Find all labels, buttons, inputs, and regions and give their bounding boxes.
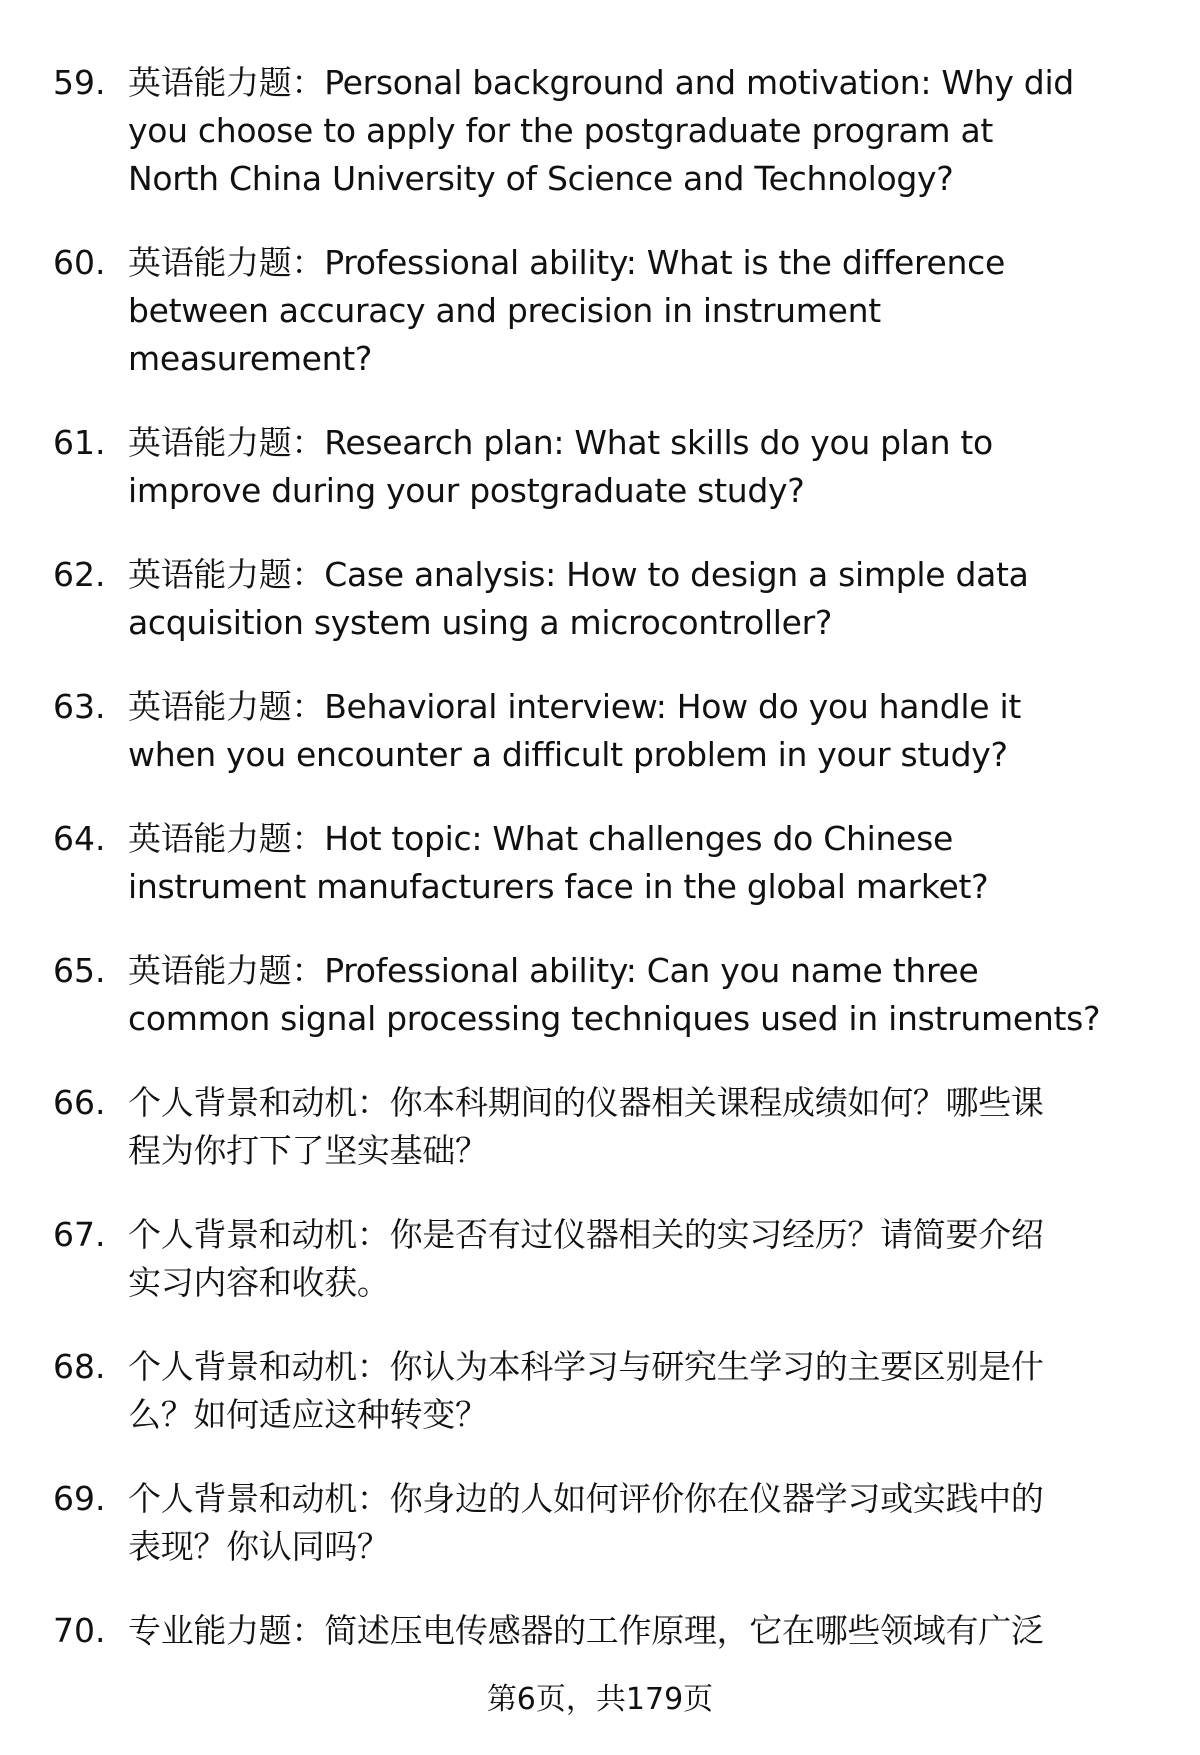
question-number: 70.: [53, 1611, 106, 1650]
question-text: [128, 683, 1173, 779]
question-text: [128, 419, 1173, 515]
question-text: [128, 1343, 1173, 1439]
question-line: 么？如何适应这种转变？: [128, 1395, 488, 1434]
question-line: 专业能力题：简述压电传感器的工作原理，它在哪些领域有广泛: [128, 1611, 1044, 1650]
question-line: measurement?: [128, 339, 373, 378]
question-line: 英语能力题：Behavioral interview: How do you handle it: [128, 687, 1022, 726]
question-item: [53, 1079, 1173, 1175]
question-number: 59.: [53, 63, 106, 102]
question-line: 英语能力题：Research plan: What skills do you plan to: [128, 423, 993, 462]
question-line: 英语能力题：Case analysis: How to design a simple data: [128, 555, 1029, 594]
question-list: [53, 59, 1173, 1691]
question-text: [128, 815, 1173, 911]
question-line: improve during your postgraduate study?: [128, 471, 805, 510]
question-line: when you encounter a difficult problem in your study?: [128, 735, 1008, 774]
question-item: [53, 1475, 1173, 1571]
question-line: 英语能力题：Hot topic: What challenges do Chinese: [128, 819, 953, 858]
question-number: 65.: [53, 951, 106, 990]
question-line: 个人背景和动机：你本科期间的仪器相关课程成绩如何？哪些课: [128, 1083, 1044, 1122]
question-text: [128, 1211, 1173, 1307]
question-line: you choose to apply for the postgraduate program at: [128, 111, 994, 150]
question-line: 个人背景和动机：你认为本科学习与研究生学习的主要区别是什: [128, 1347, 1044, 1386]
question-line: 个人背景和动机：你身边的人如何评价你在仪器学习或实践中的: [128, 1479, 1044, 1518]
question-number: 68.: [53, 1347, 106, 1386]
question-text: [128, 551, 1173, 647]
question-item: [53, 419, 1173, 515]
question-line: acquisition system using a microcontroller?: [128, 603, 833, 642]
question-item: [53, 551, 1173, 647]
question-number: 63.: [53, 687, 106, 726]
question-number: 62.: [53, 555, 106, 594]
question-line: 表现？你认同吗？: [128, 1527, 390, 1566]
question-line: between accuracy and precision in instrument: [128, 291, 881, 330]
question-line: 英语能力题：Personal background and motivation: Why did: [128, 63, 1074, 102]
question-number: 61.: [53, 423, 106, 462]
question-text: [128, 1607, 1173, 1655]
question-item: [53, 947, 1173, 1043]
question-number: 64.: [53, 819, 106, 858]
question-line: North China University of Science and Technology?: [128, 159, 954, 198]
question-item: [53, 1211, 1173, 1307]
page-footer: 第6页，共179页: [486, 1682, 714, 1717]
question-line: common signal processing techniques used in instruments?: [128, 999, 1101, 1038]
question-number: 60.: [53, 243, 106, 282]
question-item: [53, 59, 1173, 203]
question-line: 英语能力题：Professional ability: What is the difference: [128, 243, 1006, 282]
question-text: [128, 1079, 1173, 1175]
question-text: [128, 1475, 1173, 1571]
question-item: [53, 1343, 1173, 1439]
question-number: 69.: [53, 1479, 106, 1518]
question-line: 个人背景和动机：你是否有过仪器相关的实习经历？请简要介绍: [128, 1215, 1044, 1254]
question-line: 实习内容和收获。: [128, 1263, 390, 1302]
question-line: 英语能力题：Professional ability: Can you name three: [128, 951, 979, 990]
question-text: [128, 59, 1173, 203]
question-line: 程为你打下了坚实基础？: [128, 1131, 488, 1170]
question-text: [128, 239, 1173, 383]
question-number: 67.: [53, 1215, 106, 1254]
question-item: [53, 1607, 1173, 1655]
question-item: [53, 239, 1173, 383]
question-number: 66.: [53, 1083, 106, 1122]
question-item: [53, 683, 1173, 779]
question-item: [53, 815, 1173, 911]
question-line: instrument manufacturers face in the global market?: [128, 867, 989, 906]
question-text: [128, 947, 1173, 1043]
